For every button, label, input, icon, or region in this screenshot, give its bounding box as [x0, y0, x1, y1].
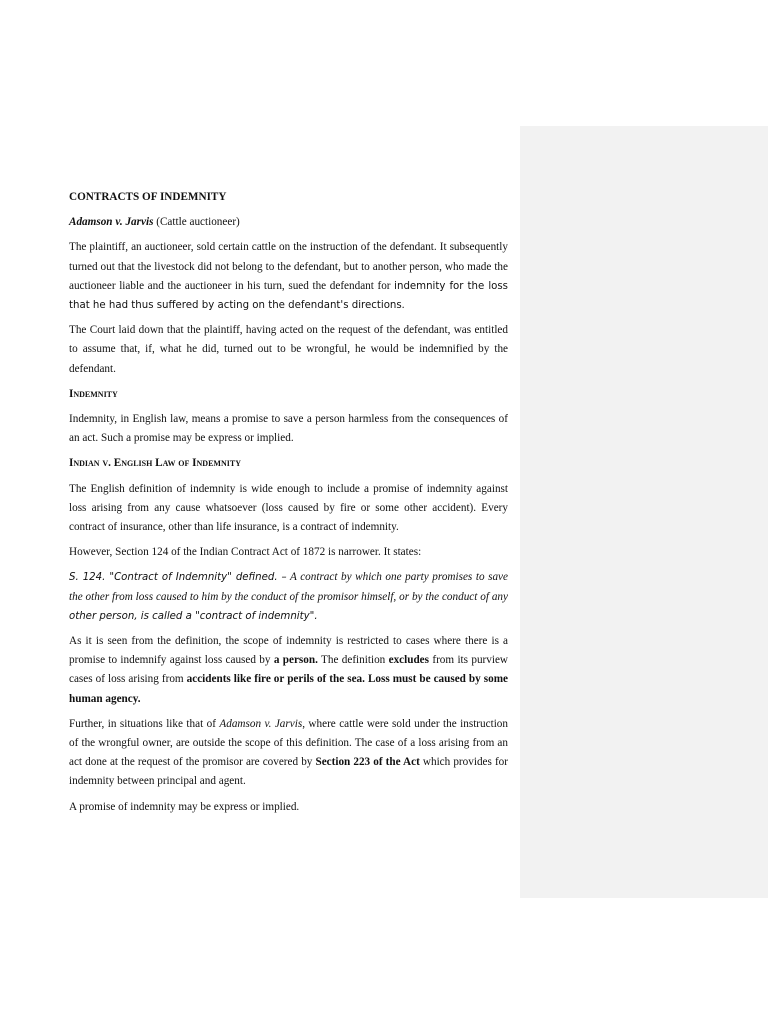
paragraph-section-223-case-name: Adamson v. Jarvis — [219, 717, 303, 730]
paragraph-english-definition: The English definition of indemnity is wide enough to include a promise of indemnity against loss arising from any cause whatsoever (loss caused by fire or some other accident). Every contract of insurance, other than life insurance, is a contract of indemnity. — [69, 482, 508, 534]
document-body — [69, 188, 508, 823]
paragraph-facts — [69, 238, 508, 315]
paragraph-scope-text-2: The definition — [317, 654, 389, 667]
paragraph-scope-text-3: from its purview cases of loss arising from — [69, 654, 509, 686]
paragraph-scope — [69, 632, 508, 709]
paragraph-holding: The Court laid down that the plaintiff, having acted on the request of the defendant, was entitled to assume that, if, what he did, turned out to be wrongful, he would be indemnified by the defendant. — [69, 324, 508, 375]
paragraph-facts-end: . — [401, 299, 405, 312]
paragraph-express-implied: A promise of indemnity may be express or implied. — [69, 800, 300, 813]
paragraph-scope-bold-2: excludes — [388, 654, 430, 667]
paragraph-scope-bold-3: accidents like fire or perils of the sea. Loss must be caused by some human agency. — [69, 673, 509, 705]
paragraph-section-223-bold: Section 223 of the Act — [315, 756, 420, 769]
heading-indian-english-law: Indian v. English Law of Indemnity — [69, 457, 241, 470]
paragraph-facts-text: The plaintiff, an auctioneer, sold certain cattle on the instruction of the defendant. It subsequently turned out that the livestock did not belong to the defendant, but to another person, who made the auctioneer liable and the auctioneer in his turn, sued the defendant for — [69, 241, 508, 292]
paragraph-section-223-text-3: which provides for indemnity between principal and agent. — [69, 756, 508, 788]
case-note: (Cattle auctioneer) — [153, 216, 240, 229]
statute-text: A contract by which one party promises to save the other from loss caused to him by the conduct of the promisor himself, or by the conduct of any — [69, 571, 508, 603]
paragraph-section-223-text-1: Further, in situations like that of — [69, 717, 220, 730]
paragraph-scope-text-1: As it is seen from the definition, the scope of indemnity is restricted to cases where there is a promise to indemnify against loss caused by — [69, 635, 508, 667]
paragraph-facts-alt-text: indemnity for the loss that he had thus suffered by acting on the defendant's directions — [69, 280, 508, 312]
paragraph-section-124-intro: However, Section 124 of the Indian Contract Act of 1872 is narrower. It states: — [69, 546, 422, 559]
statute-section-label: S. 124. "Contract of Indemnity" defined. – — [69, 572, 287, 584]
paragraph-scope-bold-1: a person. — [273, 654, 318, 667]
heading-indemnity: Indemnity — [69, 387, 118, 400]
statute-end-text: other person, is called a "contract of indemnity". — [69, 610, 318, 622]
paragraph-indemnity-definition: Indemnity, in English law, means a promise to save a person harmless from the consequences of an act. Such a promise may be express or implied. — [69, 413, 508, 445]
paragraph-section-223 — [69, 715, 508, 792]
document-title: CONTRACTS OF INDEMNITY — [69, 191, 227, 203]
paragraph-section-223-text-2: , where cattle were sold under the instruction of the wrongful owner, are outside the scope of this definition. The case of a loss arising from an act done at the request of the promisor are covered by — [69, 717, 508, 769]
statute-quote — [69, 568, 508, 626]
case-heading — [69, 213, 508, 232]
comment-margin-pane — [520, 126, 768, 898]
case-name: Adamson v. Jarvis — [69, 216, 154, 229]
